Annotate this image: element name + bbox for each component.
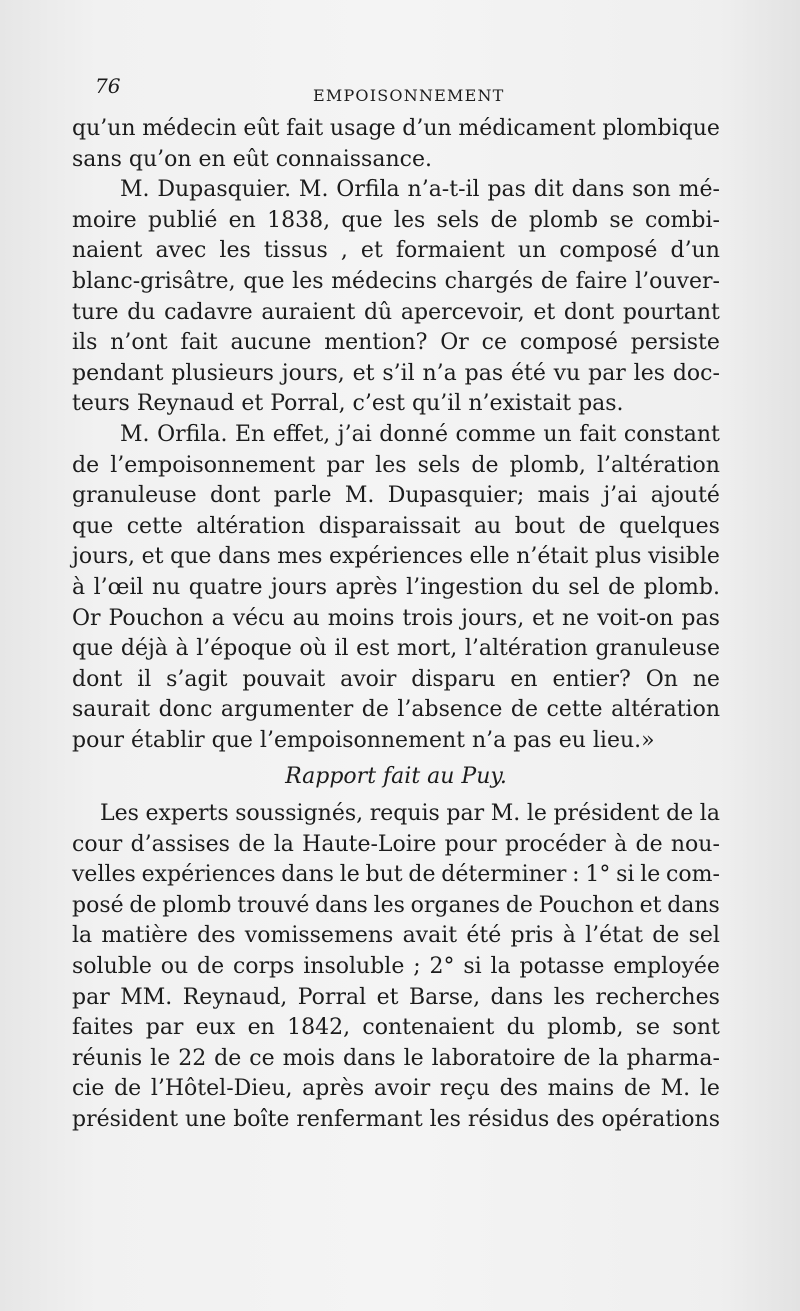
text-line: Les experts soussignés, requis par M. le président de la (100, 801, 720, 827)
text-line: cie de l’Hôtel-Dieu, après avoir reçu des mains de M. le (72, 1076, 720, 1102)
text-line: saurait donc argumenter de l’absence de cette altération (72, 697, 720, 723)
text-line: réunis le 22 de ce mois dans le laboratoire de la pharma- (72, 1045, 720, 1071)
dialogue-paragraphs (72, 114, 720, 756)
text-line: que cette altération disparaissait au bout de quelques (72, 513, 720, 539)
text-line: ture du cadavre auraient dû apercevoir, et dont pourtant (72, 299, 720, 325)
section-heading: Rapport fait au Puy. (285, 764, 507, 790)
text-line: blanc-grisâtre, que les médecins chargés de faire l’ouver- (72, 268, 720, 294)
text-line: jours, et que dans mes expériences elle n’était plus visible (72, 544, 720, 570)
text-line: naient avec les tissus , et formaient un composé d’un (72, 238, 720, 264)
text-line: sans qu’on en eût connaissance. (72, 146, 432, 172)
text-line: velles expériences dans le but de déterminer : 1° si le com- (72, 862, 720, 888)
text-line: faites par eux en 1842, contenaient du plomb, se sont (72, 1015, 720, 1041)
running-head: EMPOISONNEMENT (313, 86, 505, 105)
text-line: Or Pouchon a vécu au moins trois jours, et ne voit-on pas (72, 605, 720, 631)
text-line: la matière des vomissemens avait été pris à l’état de sel (72, 923, 720, 949)
text-line: président une boîte renfermant les résidus des opérations (72, 1107, 720, 1132)
text-line: à l’œil nu quatre jours après l’ingestion du sel de plomb. (72, 574, 720, 600)
paragraph (72, 420, 720, 757)
text-line: pour établir que l’empoisonnement n’a pas eu lieu.» (72, 727, 655, 753)
page-header (95, 74, 715, 104)
text-line: cour d’assises de la Haute-Loire pour procéder à de nou- (72, 831, 720, 857)
text-line: de l’empoisonnement par les sels de plomb, l’altération (72, 452, 720, 478)
text-line: que déjà à l’époque où il est mort, l’altération granuleuse (72, 636, 720, 662)
text-line: teurs Reynaud et Porral, c’est qu’il n’existait pas. (72, 391, 624, 417)
text-line: qu’un médecin eût fait usage d’un médicament plombique (72, 116, 720, 141)
paragraph (72, 175, 720, 420)
text-line: M. Orfila. En effet, j’ai donné comme un fait constant (120, 421, 720, 447)
text-line: soluble ou de corps insoluble ; 2° si la potasse employée (72, 954, 720, 980)
paragraph (72, 114, 720, 175)
text-line: pendant plusieurs jours, et s’il n’a pas été vu par les doc- (72, 360, 720, 386)
page-number: 76 (95, 74, 121, 98)
text-line: granuleuse dont parle M. Dupasquier; mais j’ai ajouté (72, 483, 720, 509)
text-line: ils n’ont fait aucune mention? Or ce composé persiste (72, 330, 720, 356)
text-line: dont il s’agit pouvait avoir disparu en entier? On ne (72, 666, 720, 692)
text-line: par MM. Reynaud, Porral et Barse, dans les recherches (72, 984, 720, 1010)
text-line: posé de plomb trouvé dans les organes de Pouchon et dans (72, 892, 720, 918)
body-text (72, 114, 720, 1136)
report-paragraph (72, 799, 720, 1136)
text-line: moire publié en 1838, que les sels de plomb se combi- (72, 207, 720, 233)
text-line: M. Dupasquier. M. Orfila n’a-t-il pas dit dans son mé- (120, 177, 720, 203)
